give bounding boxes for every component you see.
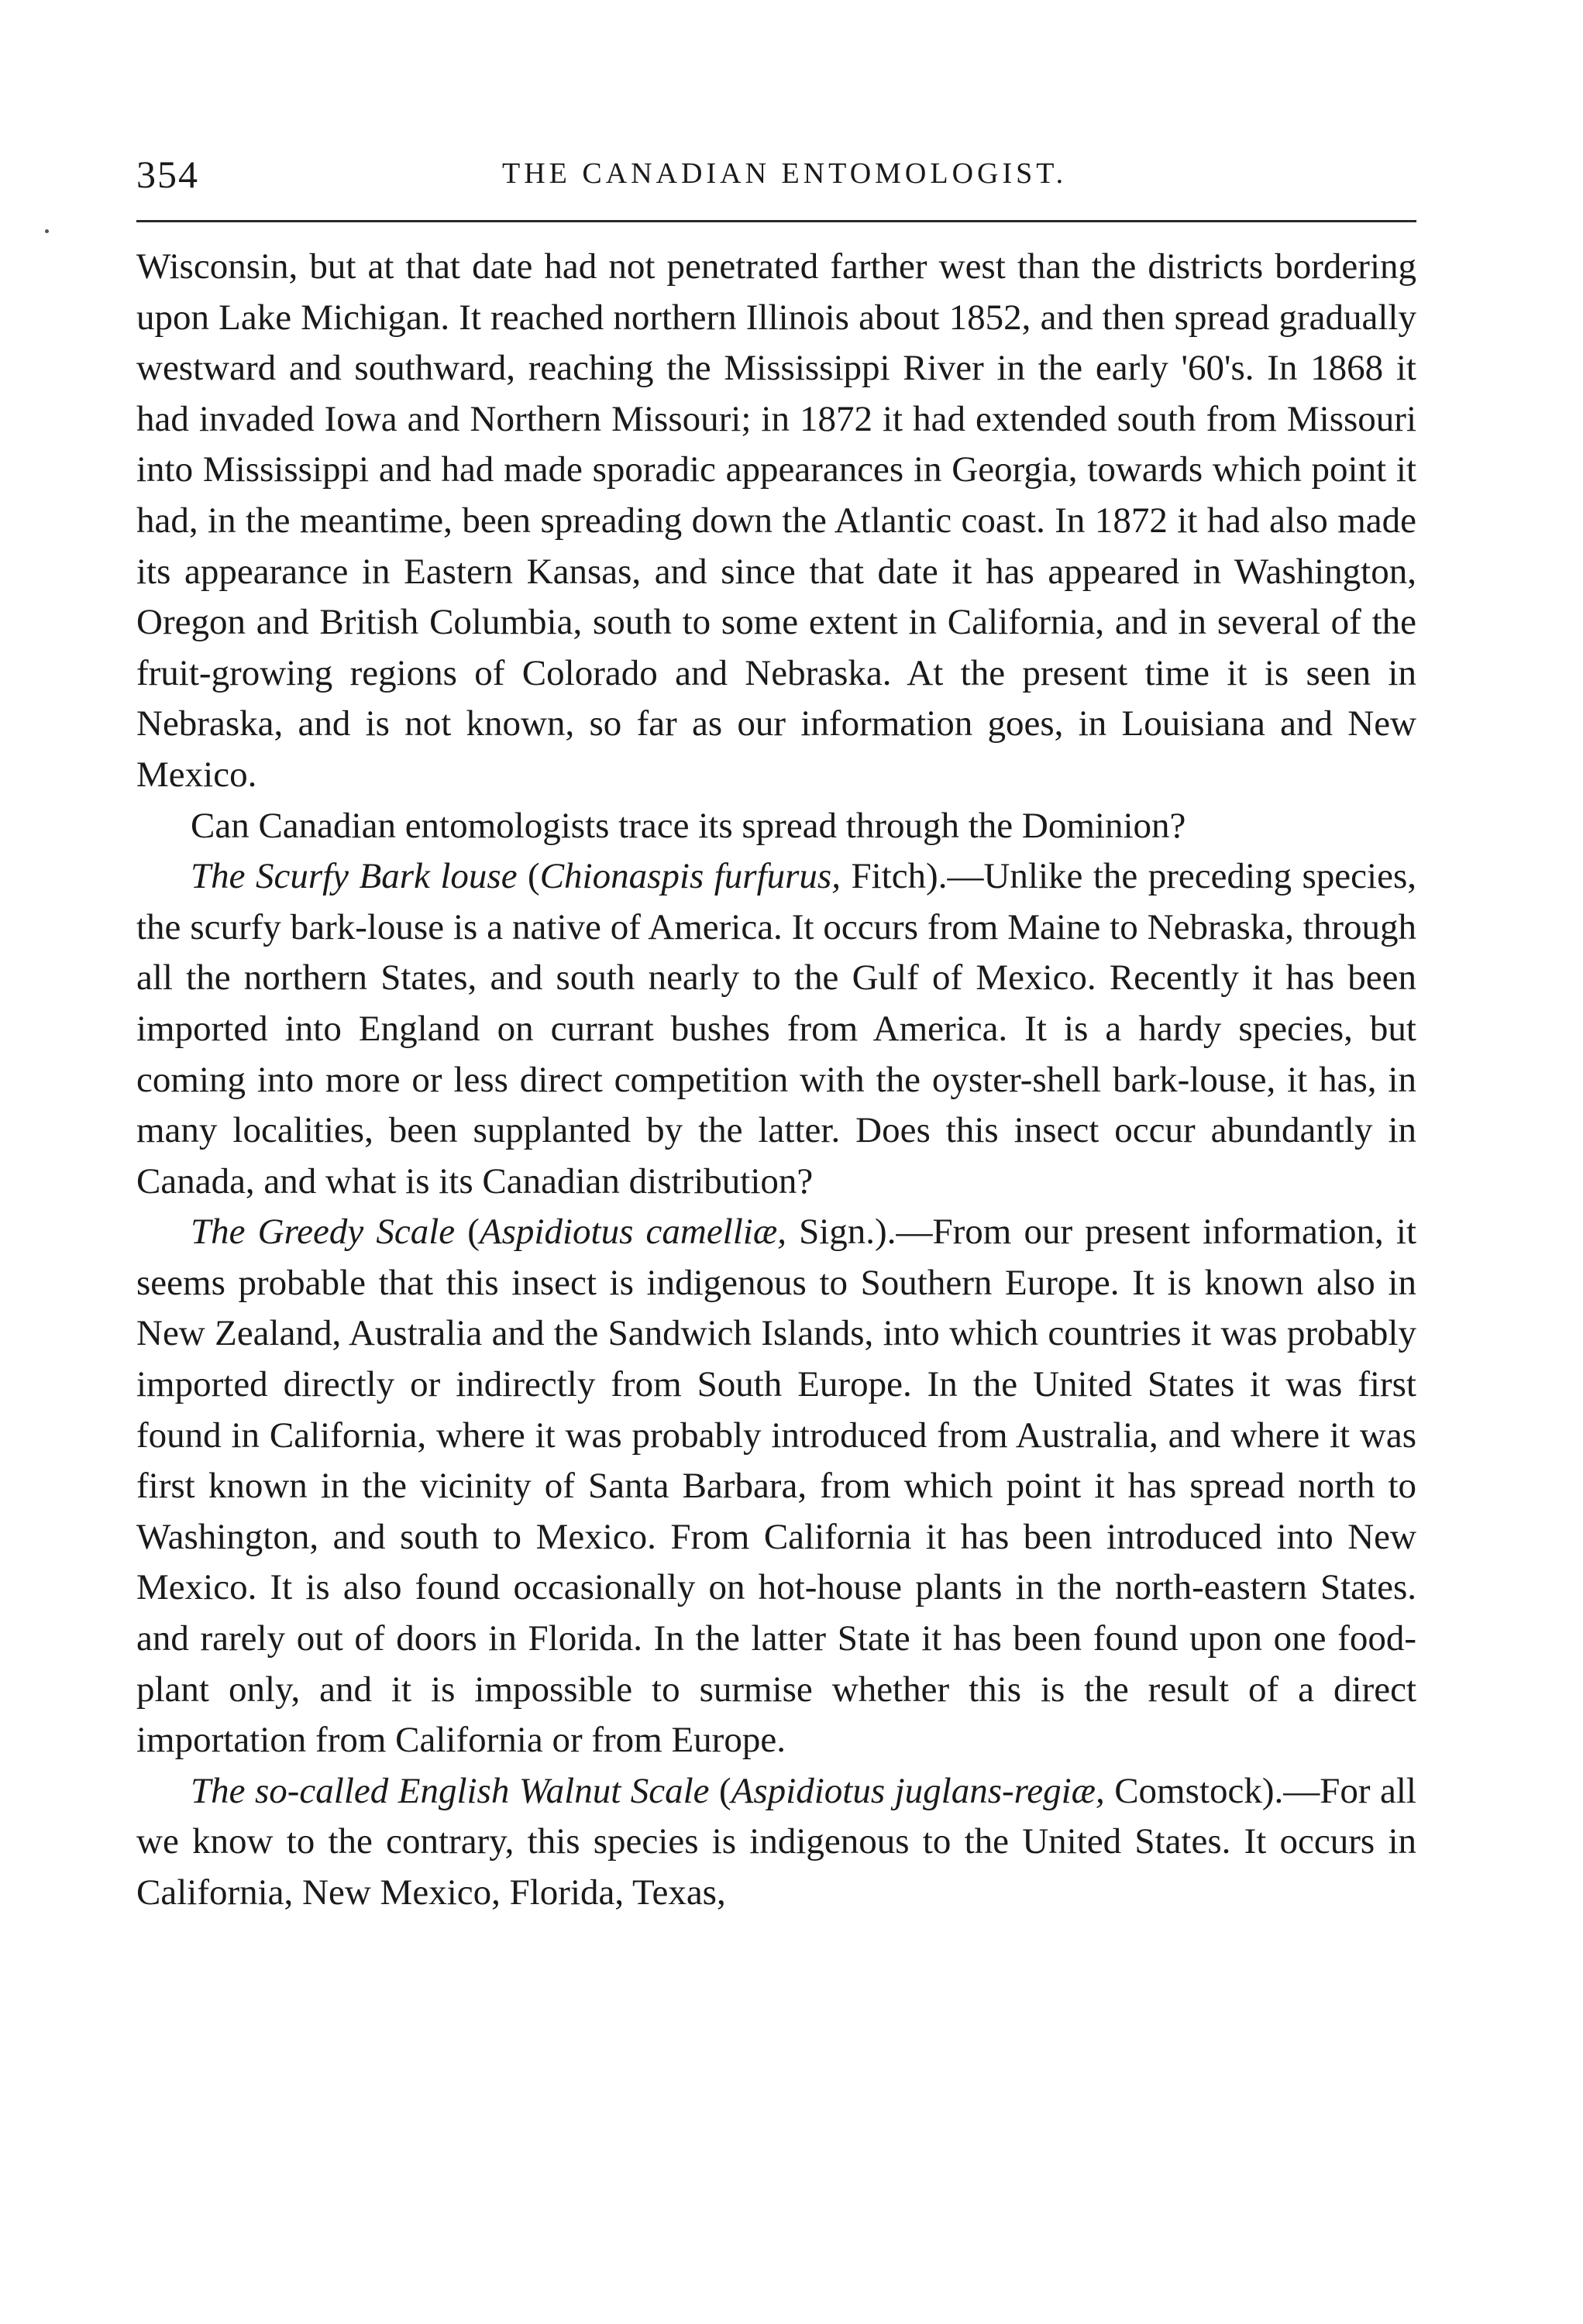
species-common-name: The Greedy Scale bbox=[191, 1212, 456, 1253]
page-number: 354 bbox=[136, 153, 199, 196]
paragraph-text: —For all we know to the contrary, this species is indigenous to the United States. It occurs in California, New Mexico, Florida, Texas, bbox=[136, 1770, 1416, 1913]
species-authority: Fitch). bbox=[840, 856, 948, 897]
page-header bbox=[136, 152, 1416, 198]
paragraph-walnut-scale bbox=[136, 1766, 1416, 1919]
body-text bbox=[136, 242, 1416, 1919]
paragraph-text: —From our present information, it seems probable that this insect is indigenous to Southern Europe. It is known also in New Zealand, Australia and the Sandwich Islands, into which countries it was probably imported directly or indirectly from South Europe. In the United States it was first found in California, where it was probably introduced from Australia, and where it was first known in the vicinity of Santa Barbara, from which point it has spread north to Washington, and south to Mexico. From California it has been introduced into New Mexico. It is also found occasionally on hot-house plants in the north-eastern States. and rarely out of doors in Florida. In the latter State it has been found upon one food-plant only, and it is impossible to surmise whether this is the result of a direct importation from California or from Europe. bbox=[136, 1212, 1417, 1761]
header-rule bbox=[136, 220, 1416, 222]
paragraph-question bbox=[136, 801, 1416, 852]
running-title: THE CANADIAN ENTOMOLOGIST. bbox=[502, 157, 1068, 190]
paren-open: ( bbox=[517, 856, 540, 897]
paragraph-wisconsin bbox=[136, 242, 1416, 801]
species-common-name: The so-called English Walnut Scale bbox=[191, 1770, 710, 1811]
species-scientific-name: Chionaspis furfurus, bbox=[539, 856, 841, 897]
paragraph-text: —Unlike the preceding species, the scurfy bark-louse is a native of America. It occurs from Maine to Nebraska, through all the northern States, and south nearly to the Gulf of Mexico. Recently it has been imported into England on currant bushes from America. It is a hardy species, but coming into more or less direct competition with the oyster-shell bark-louse, it has, in many localities, been supplanted by the latter. Does this insect occur abundantly in Canada, and what is its Canadian distribution? bbox=[136, 856, 1416, 1202]
species-scientific-name: Aspidiotus juglans-regiæ, bbox=[731, 1770, 1105, 1811]
species-common-name: The Scurfy Bark louse bbox=[191, 856, 518, 897]
paren-open: ( bbox=[709, 1770, 731, 1811]
paragraph-scurfy-bark-louse bbox=[136, 851, 1416, 1207]
paragraph-text: Can Canadian entomologists trace its spread through the Dominion? bbox=[191, 805, 1186, 846]
species-authority: Sign.). bbox=[786, 1212, 896, 1253]
species-scientific-name: Aspidiotus camelliæ, bbox=[479, 1212, 786, 1253]
species-authority: Comstock). bbox=[1104, 1770, 1284, 1811]
paren-open: ( bbox=[455, 1212, 480, 1253]
margin-speck bbox=[45, 229, 49, 233]
paragraph-text: Wisconsin, but at that date had not penetrated farther west than the districts bordering upon Lake Michigan. It reached northern Illinois about 1852, and then spread gradually westward and southward, reaching the Mississippi River in the early '60's. In 1868 it had invaded Iowa and Northern Missouri; in 1872 it had extended south from Missouri into Mississippi and had made sporadic appearances in Georgia, towards which point it had, in the meantime, been spreading down the Atlantic coast. In 1872 it had also made its appearance in Eastern Kansas, and since that date it has appeared in Washington, Oregon and British Columbia, south to some extent in California, and in several of the fruit-growing regions of Colorado and Nebraska. At the present time it is seen in Nebraska, and is not known, so far as our information goes, in Louisiana and New Mexico. bbox=[136, 246, 1416, 795]
paragraph-greedy-scale bbox=[136, 1207, 1416, 1766]
